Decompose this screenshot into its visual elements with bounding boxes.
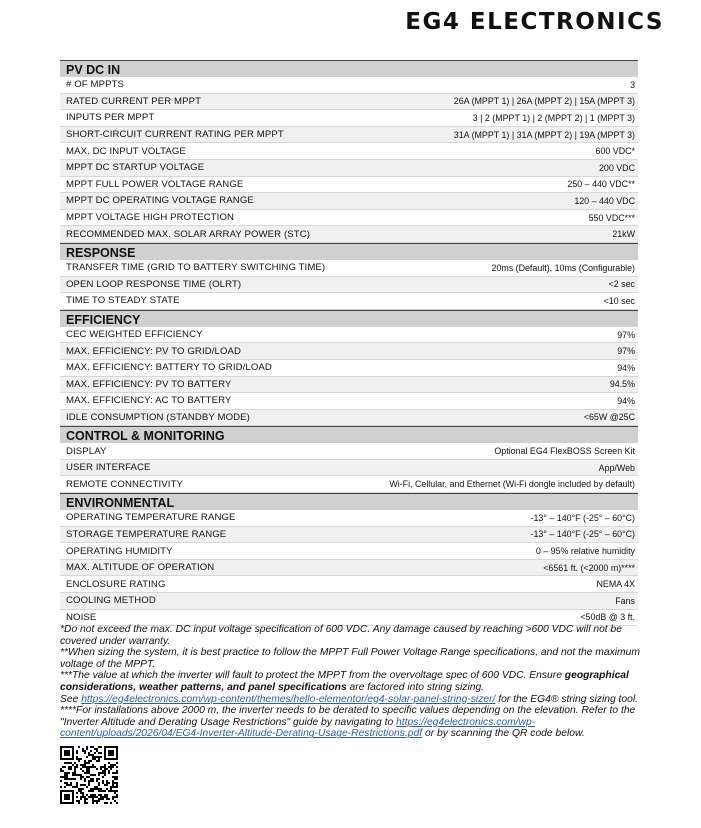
spec-value: -13° – 140°F (-25° – 60°C) (530, 529, 635, 540)
spec-label: MPPT FULL POWER VOLTAGE RANGE (66, 178, 244, 190)
spec-value: 31A (MPPT 1) | 31A (MPPT 2) | 19A (MPPT 3) (453, 129, 635, 140)
footnotes (60, 624, 648, 740)
spec-row (60, 210, 638, 227)
spec-label: TIME TO STEADY STATE (66, 295, 180, 307)
section-rows (60, 260, 638, 310)
spec-row (60, 443, 638, 460)
spec-value: 120 – 440 VDC (574, 195, 635, 206)
spec-value: <50dB @ 3 ft. (580, 612, 635, 623)
spec-label: INPUTS PER MPPT (66, 112, 155, 124)
footnote-3-text: ***The value at which the inverter will fault to protect the MPPT from the overvoltage spec of 600 VDC. Ensure (60, 670, 565, 682)
spec-row (60, 476, 638, 493)
spec-value: <2 sec (608, 279, 635, 290)
spec-row (60, 360, 638, 377)
spec-row (60, 193, 638, 210)
section-header: PV DC IN (60, 60, 638, 77)
spec-value: 94.5% (609, 379, 635, 390)
spec-value: Wi-Fi, Cellular, and Ethernet (Wi-Fi dongle included by default) (389, 479, 635, 490)
spec-value: <6561 ft. (<2000 m)**** (543, 562, 635, 573)
spec-value: 26A (MPPT 1) | 26A (MPPT 2) | 15A (MPPT 3) (453, 96, 635, 107)
spec-label: OPEN LOOP RESPONSE TIME (OLRT) (66, 278, 242, 290)
spec-row (60, 593, 638, 610)
spec-row (60, 277, 638, 294)
spec-value: 0 – 95% relative humidity (535, 546, 635, 557)
spec-label: STORAGE TEMPERATURE RANGE (66, 528, 227, 540)
spec-value: 3 | 2 (MPPT 1) | 2 (MPPT 2) | 1 (MPPT 3) (472, 112, 635, 123)
spec-row (60, 410, 638, 427)
spec-label: OPERATING TEMPERATURE RANGE (66, 512, 236, 524)
footnote-see (60, 694, 648, 706)
spec-row (60, 143, 638, 160)
spec-label: MPPT DC STARTUP VOLTAGE (66, 162, 205, 174)
footnote-4 (60, 705, 648, 740)
spec-label: USER INTERFACE (66, 462, 151, 474)
spec-row (60, 543, 638, 560)
section-rows (60, 327, 638, 427)
spec-label: COOLING METHOD (66, 595, 156, 607)
spec-value: 550 VDC*** (588, 212, 635, 223)
spec-label: TRANSFER TIME (GRID TO BATTERY SWITCHING TIME) (66, 262, 326, 274)
spec-value: 20ms (Default), 10ms (Configurable) (491, 262, 635, 273)
section-rows (60, 510, 638, 626)
footnote-4-tail: or by scanning the QR code below. (422, 728, 585, 740)
qr-code-icon (60, 746, 118, 804)
spec-value: <65W @25C (583, 412, 635, 423)
spec-row (60, 260, 638, 277)
spec-value: <10 sec (603, 295, 635, 306)
spec-label: SHORT-CIRCUIT CURRENT RATING PER MPPT (66, 129, 284, 141)
footnote-1: *Do not exceed the max. DC input voltage specification of 600 VDC. Any damage caused by reaching >600 VDC will not be covered under warranty. (60, 624, 622, 647)
spec-row (60, 327, 638, 344)
spec-row (60, 226, 638, 243)
spec-value: App/Web (598, 462, 635, 473)
brand-logo: EG4 ELECTRONICS (405, 9, 664, 35)
spec-value: -13° – 140°F (-25° – 60°C) (530, 512, 635, 523)
see-tail: for the EG4® string sizing tool. (495, 693, 639, 705)
footnote-2: **When sizing the system, it is best practice to follow the MPPT Full Power Voltage Range specifications, and not the maximum voltage of the MPPT. (60, 647, 640, 670)
spec-value: 94% (617, 395, 635, 406)
spec-label: MPPT DC OPERATING VOLTAGE RANGE (66, 195, 254, 207)
spec-row (60, 160, 638, 177)
spec-value: 97% (617, 346, 635, 357)
spec-row (60, 560, 638, 577)
spec-label: MAX. ALTITUDE OF OPERATION (66, 562, 215, 574)
spec-label: RECOMMENDED MAX. SOLAR ARRAY POWER (STC) (66, 228, 311, 240)
spec-row (60, 110, 638, 127)
spec-label: # OF MPPTS (66, 79, 125, 91)
spec-label: MAX. EFFICIENCY: AC TO BATTERY (66, 395, 232, 407)
spec-value: NEMA 4X (596, 579, 635, 590)
spec-row (60, 510, 638, 527)
spec-value: Optional EG4 FlexBOSS Screen Kit (494, 446, 635, 457)
spec-label: MAX. EFFICIENCY: PV TO BATTERY (66, 378, 232, 390)
derating-guide-link[interactable]: https://eg4electronics.com/wp-content/uploads/2026/04/EG4-Inverter-Altitude-Derating-Usage-Restrictions.pdf (60, 716, 536, 740)
spec-value: Fans (615, 595, 635, 606)
spec-label: ENCLOSURE RATING (66, 578, 166, 590)
spec-label: MAX. EFFICIENCY: BATTERY TO GRID/LOAD (66, 362, 272, 374)
spec-value: 21kW (612, 229, 635, 240)
spec-value: 200 VDC (598, 162, 635, 173)
spec-row (60, 377, 638, 394)
section-rows (60, 77, 638, 243)
spec-label: MAX. EFFICIENCY: PV TO GRID/LOAD (66, 345, 242, 357)
spec-row (60, 293, 638, 310)
footnote-3 (60, 670, 648, 693)
spec-row (60, 393, 638, 410)
spec-value: 97% (617, 329, 635, 340)
see-text: See (60, 693, 82, 705)
spec-row (60, 94, 638, 111)
section-rows (60, 443, 638, 493)
spec-label: MPPT VOLTAGE HIGH PROTECTION (66, 212, 235, 224)
spec-label: RATED CURRENT PER MPPT (66, 95, 202, 107)
spec-value: 94% (617, 362, 635, 373)
spec-label: CEC WEIGHTED EFFICIENCY (66, 329, 203, 341)
spec-label: MAX. DC INPUT VOLTAGE (66, 145, 186, 157)
spec-row (60, 460, 638, 477)
spec-value: 3 (630, 79, 635, 90)
section-header: ENVIRONMENTAL (60, 493, 638, 510)
spec-label: REMOTE CONNECTIVITY (66, 478, 184, 490)
spec-row (60, 527, 638, 544)
footnote-3-tail: are factored into string sizing. (346, 681, 485, 693)
section-header: EFFICIENCY (60, 310, 638, 327)
spec-row (60, 177, 638, 194)
spec-row (60, 127, 638, 144)
spec-row (60, 576, 638, 593)
section-header: RESPONSE (60, 243, 638, 260)
section-header: CONTROL & MONITORING (60, 426, 638, 443)
spec-row (60, 343, 638, 360)
spec-row (60, 77, 638, 94)
footnote-3-bold: geographical considerations, weather patterns, and panel specifications (60, 670, 629, 693)
spec-table (60, 60, 638, 626)
spec-value: 600 VDC* (595, 146, 635, 157)
spec-value: 250 – 440 VDC** (567, 179, 635, 190)
spec-label: IDLE CONSUMPTION (STANDBY MODE) (66, 411, 250, 423)
spec-label: DISPLAY (66, 445, 107, 457)
spec-label: OPERATING HUMIDITY (66, 545, 173, 557)
string-sizer-link[interactable]: https://eg4electronics.com/wp-content/themes/hello-elementor/eg4-solar-panel-string-sizer/ (81, 693, 496, 705)
footnote-4-text: ****For installations above 2000 m, the inverter needs to be derated to specific values depending on the elevation. Refer to the "Inverter Altitude and Derating Usage Restrictions" guide by navigating to (60, 705, 636, 728)
spec-label: NOISE (66, 611, 97, 623)
